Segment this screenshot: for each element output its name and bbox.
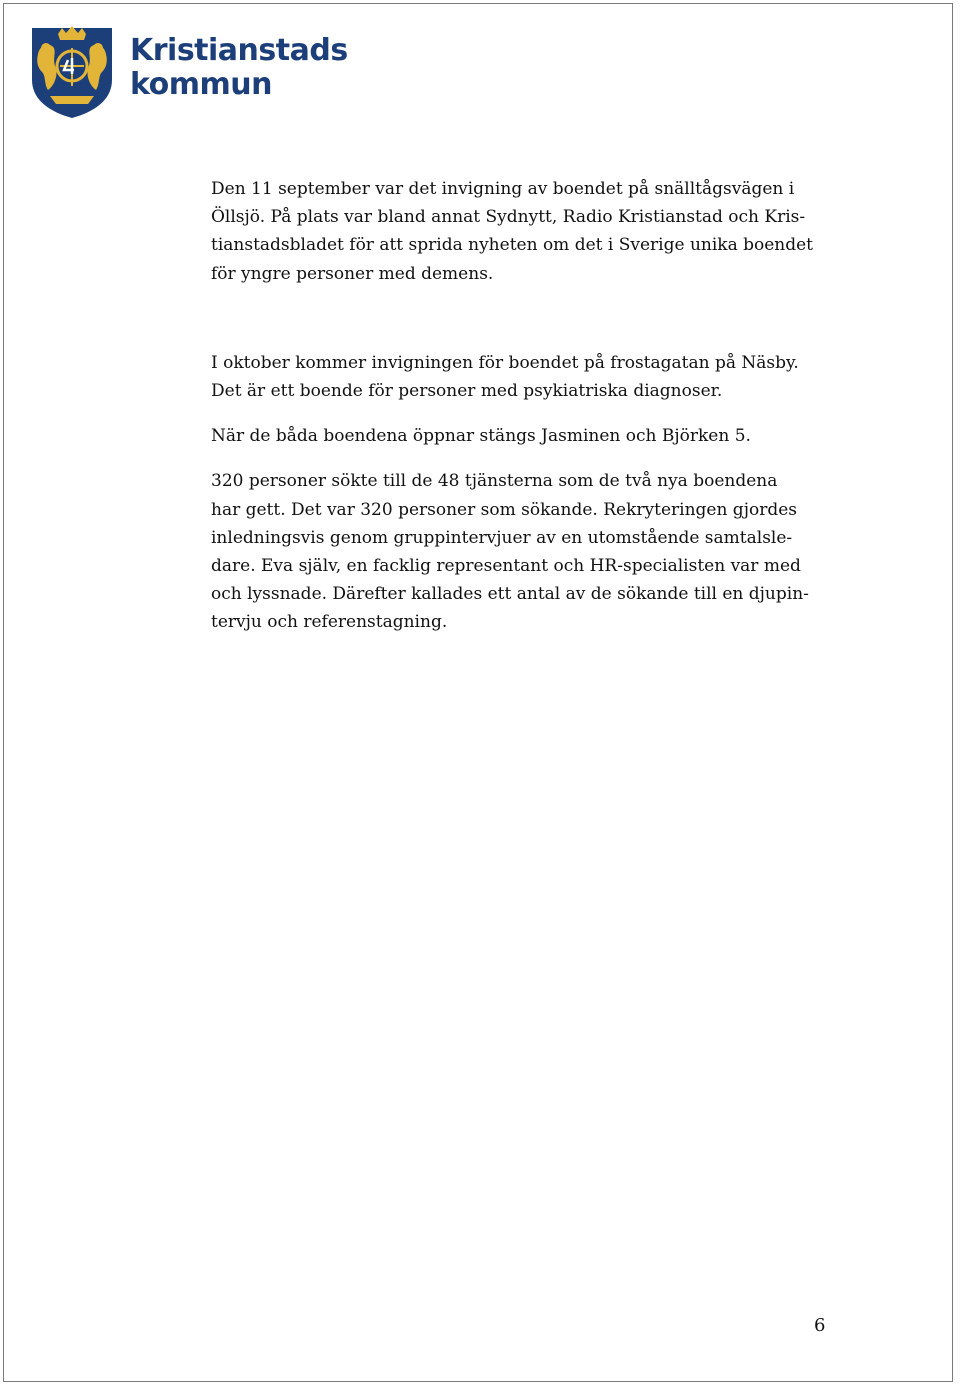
text-line: I oktober kommer invigningen för boendet på frostagatan på Näsby. (211, 352, 799, 373)
page-frame (3, 3, 953, 1382)
paragraph-closing (211, 422, 851, 450)
paragraph-inauguration (211, 175, 851, 288)
text-line: 320 personer sökte till de 48 tjänsterna som de två nya boendena (211, 471, 778, 492)
page-number: 6 (814, 1315, 826, 1336)
body-text (211, 175, 851, 637)
text-line: Öllsjö. På plats var bland annat Sydnytt, Radio Kristianstad och Kris- (211, 207, 806, 228)
paragraph-recruitment (211, 467, 851, 636)
kristianstads-kommun-logo (28, 24, 348, 120)
logo-line-2: kommun (130, 67, 272, 102)
logo-wordmark (130, 34, 348, 102)
paragraph-october (211, 349, 851, 405)
text-line: inledningsvis genom gruppintervjuer av en utomstående samtalsle- (211, 527, 793, 548)
text-line: för yngre personer med demens. (211, 263, 494, 284)
text-line: tianstadsbladet för att sprida nyheten om det i Sverige unika boendet (211, 235, 814, 256)
text-line: Det är ett boende för personer med psykiatriska diagnoser. (211, 381, 723, 402)
logo-line-1: Kristianstads (130, 33, 348, 68)
text-line: och lyssnade. Därefter kallades ett antal av de sökande till en djupin- (211, 584, 809, 605)
text-line: När de båda boendena öppnar stängs Jasminen och Björken 5. (211, 426, 751, 447)
text-line: dare. Eva själv, en facklig representant och HR-specialisten var med (211, 556, 801, 577)
text-line: Den 11 september var det invigning av boendet på snälltågsvägen i (211, 179, 795, 199)
text-line: tervju och referenstagning. (211, 612, 448, 633)
text-line: har gett. Det var 320 personer som sökande. Rekryteringen gjordes (211, 499, 797, 520)
coat-of-arms-icon (28, 24, 116, 120)
